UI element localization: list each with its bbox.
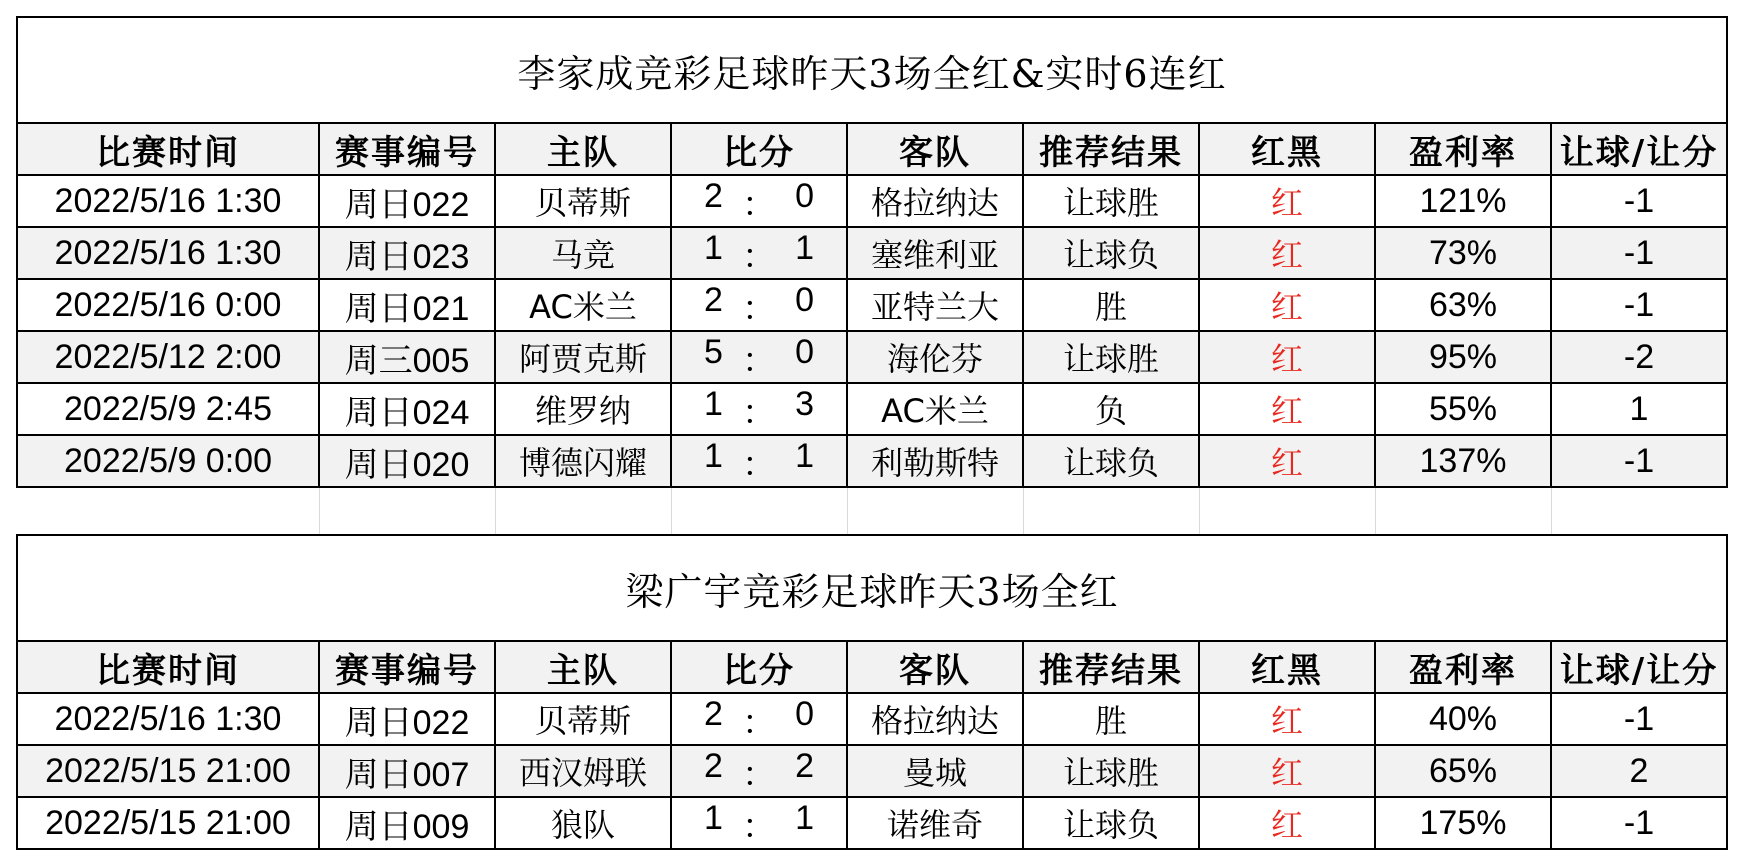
header-handicap: 让球/让分 — [1551, 641, 1727, 693]
home-team-cell: 马竞 — [495, 227, 671, 279]
header-recommend-result: 推荐结果 — [1023, 641, 1199, 693]
match-time-cell: 2022/5/16 1:30 — [17, 175, 319, 227]
header-match-time: 比赛时间 — [17, 641, 319, 693]
empty-cell — [495, 487, 671, 535]
match-time-cell: 2022/5/9 0:00 — [17, 435, 319, 487]
red-black-cell: 红 — [1199, 745, 1375, 797]
match-code-cell: 周三005 — [319, 331, 495, 383]
empty-cell — [319, 487, 495, 535]
table-row — [17, 797, 1727, 849]
home-team-cell: 贝蒂斯 — [495, 175, 671, 227]
profit-rate-cell: 63% — [1375, 279, 1551, 331]
header-home-team: 主队 — [495, 123, 671, 175]
table-row — [17, 435, 1727, 487]
section-title-row — [17, 17, 1727, 123]
score-cell — [671, 227, 847, 279]
match-code-cell: 周日020 — [319, 435, 495, 487]
recommend-result-cell: 让球负 — [1023, 797, 1199, 849]
away-team-cell: 利勒斯特 — [847, 435, 1023, 487]
handicap-cell: -2 — [1551, 331, 1727, 383]
match-code-cell: 周日009 — [319, 797, 495, 849]
header-handicap: 让球/让分 — [1551, 123, 1727, 175]
table-row — [17, 745, 1727, 797]
home-team-cell: 维罗纳 — [495, 383, 671, 435]
home-team-cell: 博德闪耀 — [495, 435, 671, 487]
away-team-cell: 格拉纳达 — [847, 693, 1023, 745]
home-score: 2 — [704, 280, 723, 319]
score-value — [704, 281, 814, 330]
score-separator: ： — [742, 445, 776, 484]
away-team-cell: 亚特兰大 — [847, 279, 1023, 331]
empty-cell — [847, 487, 1023, 535]
red-black-cell: 红 — [1199, 383, 1375, 435]
handicap-cell: 1 — [1551, 383, 1727, 435]
header-red-black: 红黑 — [1199, 123, 1375, 175]
red-black-cell: 红 — [1199, 227, 1375, 279]
header-recommend-result: 推荐结果 — [1023, 123, 1199, 175]
home-team-cell: 阿贾克斯 — [495, 331, 671, 383]
away-team-cell: 塞维利亚 — [847, 227, 1023, 279]
score-value — [704, 177, 814, 226]
away-team-cell: 海伦芬 — [847, 331, 1023, 383]
away-team-cell: 诺维奇 — [847, 797, 1023, 849]
header-profit-rate: 盈利率 — [1375, 641, 1551, 693]
empty-cell — [1023, 487, 1199, 535]
header-home-team: 主队 — [495, 641, 671, 693]
score-separator: ： — [742, 341, 776, 380]
recommend-result-cell: 让球胜 — [1023, 331, 1199, 383]
score-cell — [671, 175, 847, 227]
match-code-cell: 周日021 — [319, 279, 495, 331]
empty-cell — [1199, 487, 1375, 535]
home-score: 1 — [704, 384, 723, 423]
score-value — [704, 695, 814, 744]
header-match-code: 赛事编号 — [319, 641, 495, 693]
section-title-row — [17, 535, 1727, 641]
score-cell — [671, 279, 847, 331]
recommend-result-cell: 胜 — [1023, 693, 1199, 745]
header-away-team: 客队 — [847, 641, 1023, 693]
section-title: 梁广宇竞彩足球昨天3场全红 — [17, 535, 1727, 641]
away-score: 0 — [795, 176, 814, 215]
recommend-result-cell: 让球胜 — [1023, 745, 1199, 797]
away-score: 2 — [795, 746, 814, 785]
home-score: 1 — [704, 228, 723, 267]
home-team-cell: AC米兰 — [495, 279, 671, 331]
score-value — [704, 333, 814, 382]
spacer-row — [17, 487, 1727, 535]
score-cell — [671, 745, 847, 797]
handicap-cell: -1 — [1551, 175, 1727, 227]
recommend-result-cell: 让球负 — [1023, 227, 1199, 279]
away-score: 1 — [795, 798, 814, 837]
profit-rate-cell: 55% — [1375, 383, 1551, 435]
results-table — [16, 16, 1728, 850]
table-row — [17, 331, 1727, 383]
red-black-cell: 红 — [1199, 175, 1375, 227]
score-value — [704, 747, 814, 796]
red-black-cell: 红 — [1199, 797, 1375, 849]
home-score: 1 — [704, 798, 723, 837]
header-row — [17, 641, 1727, 693]
away-score: 0 — [795, 280, 814, 319]
home-score: 2 — [704, 694, 723, 733]
away-team-cell: 曼城 — [847, 745, 1023, 797]
profit-rate-cell: 95% — [1375, 331, 1551, 383]
header-match-code: 赛事编号 — [319, 123, 495, 175]
score-value — [704, 385, 814, 434]
score-cell — [671, 693, 847, 745]
empty-cell — [1551, 487, 1727, 535]
header-red-black: 红黑 — [1199, 641, 1375, 693]
home-score: 2 — [704, 176, 723, 215]
match-code-cell: 周日023 — [319, 227, 495, 279]
handicap-cell: -1 — [1551, 693, 1727, 745]
match-code-cell: 周日022 — [319, 693, 495, 745]
match-time-cell: 2022/5/12 2:00 — [17, 331, 319, 383]
spreadsheet — [16, 16, 1728, 850]
match-time-cell: 2022/5/16 1:30 — [17, 693, 319, 745]
handicap-cell: 2 — [1551, 745, 1727, 797]
handicap-cell: -1 — [1551, 279, 1727, 331]
score-value — [704, 437, 814, 486]
profit-rate-cell: 175% — [1375, 797, 1551, 849]
profit-rate-cell: 121% — [1375, 175, 1551, 227]
recommend-result-cell: 让球负 — [1023, 435, 1199, 487]
match-time-cell: 2022/5/9 2:45 — [17, 383, 319, 435]
handicap-cell: -1 — [1551, 797, 1727, 849]
score-value — [704, 229, 814, 278]
away-score: 1 — [795, 436, 814, 475]
table-row — [17, 383, 1727, 435]
red-black-cell: 红 — [1199, 693, 1375, 745]
empty-cell — [17, 487, 319, 535]
home-score: 1 — [704, 436, 723, 475]
header-away-team: 客队 — [847, 123, 1023, 175]
header-score: 比分 — [671, 123, 847, 175]
home-team-cell: 贝蒂斯 — [495, 693, 671, 745]
score-cell — [671, 383, 847, 435]
score-separator: ： — [742, 755, 776, 794]
match-code-cell: 周日024 — [319, 383, 495, 435]
match-time-cell: 2022/5/15 21:00 — [17, 745, 319, 797]
profit-rate-cell: 73% — [1375, 227, 1551, 279]
section-title: 李家成竞彩足球昨天3场全红&实时6连红 — [17, 17, 1727, 123]
away-score: 3 — [795, 384, 814, 423]
match-time-cell: 2022/5/16 0:00 — [17, 279, 319, 331]
score-cell — [671, 797, 847, 849]
recommend-result-cell: 胜 — [1023, 279, 1199, 331]
score-separator: ： — [742, 807, 776, 846]
score-cell — [671, 331, 847, 383]
match-time-cell: 2022/5/16 1:30 — [17, 227, 319, 279]
away-score: 0 — [795, 332, 814, 371]
home-team-cell: 西汉姆联 — [495, 745, 671, 797]
score-cell — [671, 435, 847, 487]
score-separator: ： — [742, 289, 776, 328]
score-value — [704, 799, 814, 848]
profit-rate-cell: 137% — [1375, 435, 1551, 487]
handicap-cell: -1 — [1551, 227, 1727, 279]
home-score: 5 — [704, 332, 723, 371]
header-score: 比分 — [671, 641, 847, 693]
header-profit-rate: 盈利率 — [1375, 123, 1551, 175]
match-code-cell: 周日022 — [319, 175, 495, 227]
red-black-cell: 红 — [1199, 435, 1375, 487]
away-score: 1 — [795, 228, 814, 267]
recommend-result-cell: 负 — [1023, 383, 1199, 435]
red-black-cell: 红 — [1199, 331, 1375, 383]
score-separator: ： — [742, 185, 776, 224]
empty-cell — [671, 487, 847, 535]
header-row — [17, 123, 1727, 175]
table-row — [17, 279, 1727, 331]
profit-rate-cell: 40% — [1375, 693, 1551, 745]
home-team-cell: 狼队 — [495, 797, 671, 849]
table-row — [17, 693, 1727, 745]
away-score: 0 — [795, 694, 814, 733]
score-separator: ： — [742, 393, 776, 432]
red-black-cell: 红 — [1199, 279, 1375, 331]
recommend-result-cell: 让球胜 — [1023, 175, 1199, 227]
table-row — [17, 227, 1727, 279]
handicap-cell: -1 — [1551, 435, 1727, 487]
empty-cell — [1375, 487, 1551, 535]
profit-rate-cell: 65% — [1375, 745, 1551, 797]
home-score: 2 — [704, 746, 723, 785]
table-row — [17, 175, 1727, 227]
match-time-cell: 2022/5/15 21:00 — [17, 797, 319, 849]
match-code-cell: 周日007 — [319, 745, 495, 797]
away-team-cell: AC米兰 — [847, 383, 1023, 435]
away-team-cell: 格拉纳达 — [847, 175, 1023, 227]
score-separator: ： — [742, 703, 776, 742]
header-match-time: 比赛时间 — [17, 123, 319, 175]
score-separator: ： — [742, 237, 776, 276]
